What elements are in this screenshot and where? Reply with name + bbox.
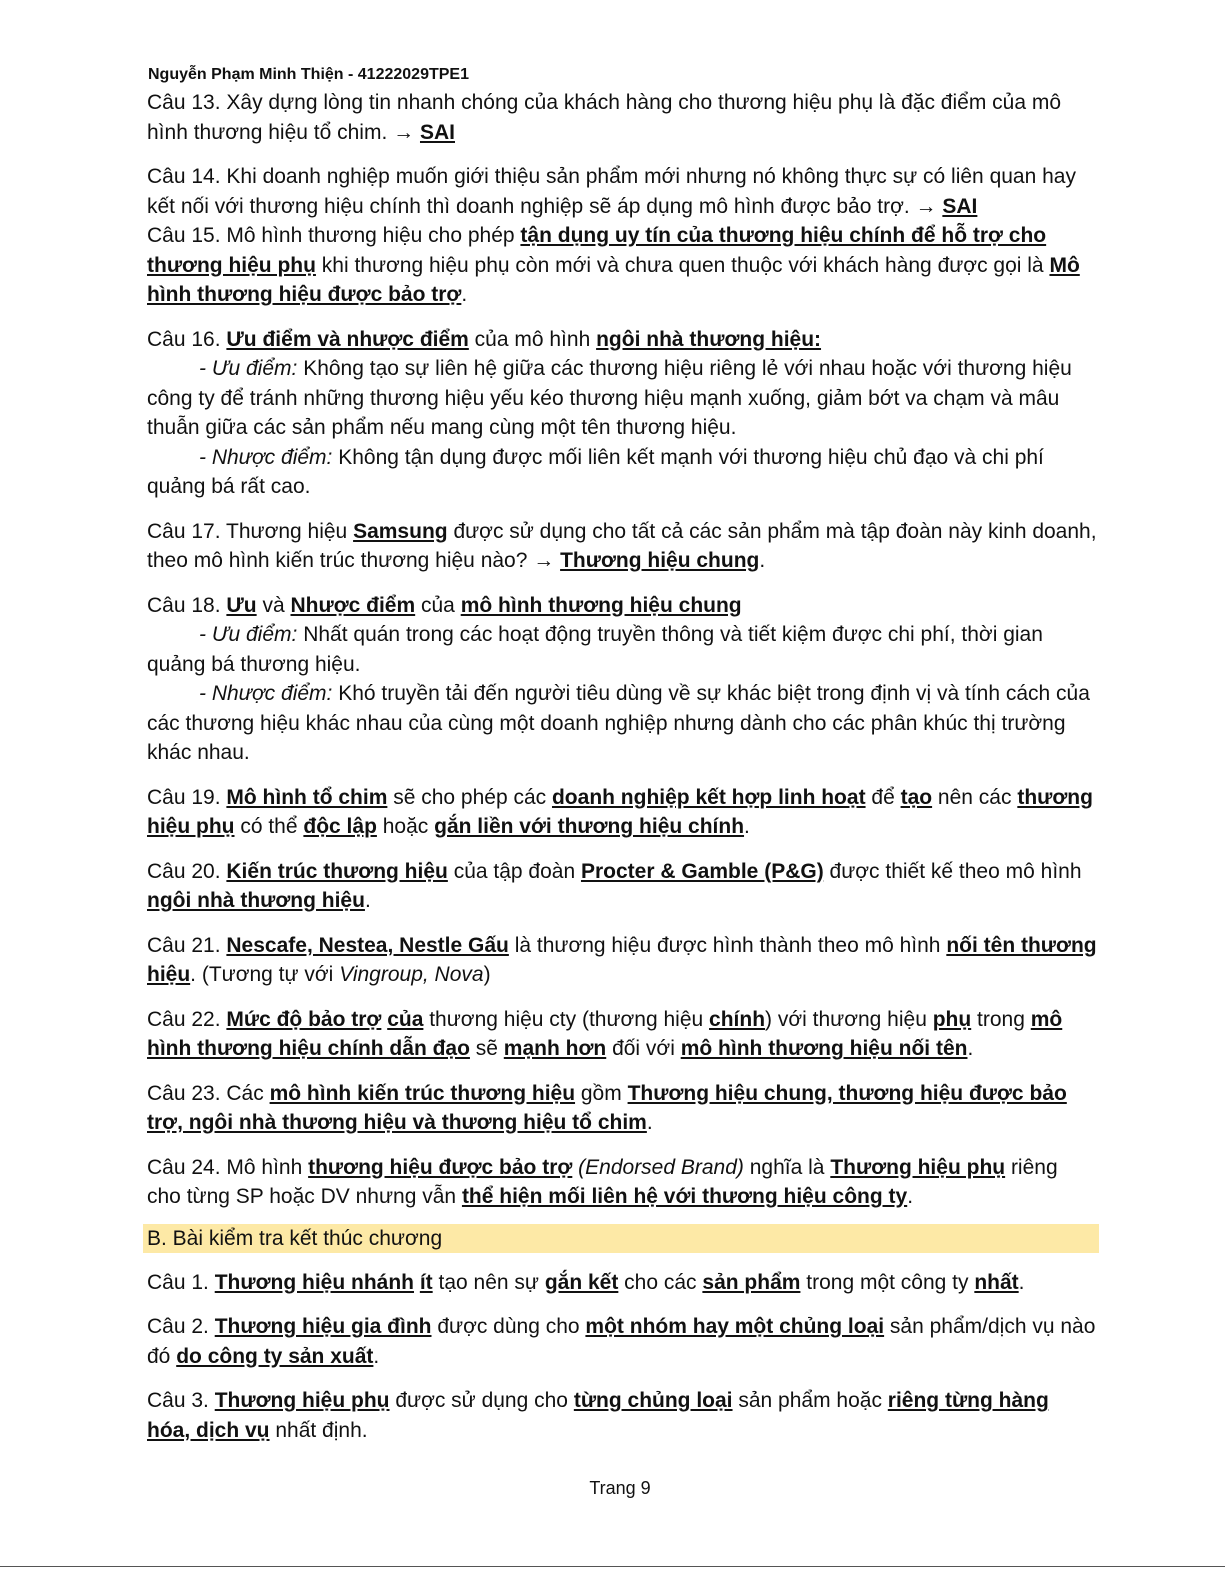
- question-15: Câu 15. Mô hình thương hiệu cho phép tận dụng uy tín của thương hiệu chính để hỗ trợ cho thương hiệu phụ khi thương hiệu phụ còn mới và chưa quen thuộc với khách hàng được gọi là Mô hình thương hiệu được bảo trợ.: [147, 224, 1080, 306]
- section-heading-b: B. Bài kiểm tra kết thúc chương: [143, 1224, 1099, 1253]
- question-20: Câu 20. Kiến trúc thương hiệu của tập đoàn Procter & Gamble (P&G) được thiết kế theo mô hình ngôi nhà thương hiệu.: [147, 859, 1082, 912]
- question-22: Câu 22. Mức độ bảo trợ của thương hiệu cty (thương hiệu chính) với thương hiệu phụ trong mô hình thương hiệu chính dẫn đạo sẽ mạnh hơn đối với mô hình thương hiệu nối tên.: [147, 1007, 1063, 1060]
- question-24: Câu 24. Mô hình thương hiệu được bảo trợ (Endorsed Brand) nghĩa là Thương hiệu phụ riêng cho từng SP hoặc DV nhưng vẫn thể hiện mối liên hệ với thương hiệu công ty.: [147, 1155, 1058, 1208]
- question-16: Câu 16. Ưu điểm và nhược điểm của mô hình ngôi nhà thương hiệu:: [147, 327, 822, 351]
- question-17: Câu 17. Thương hiệu Samsung được sử dụng cho tất cả các sản phẩm mà tập đoàn này kinh doanh, theo mô hình kiến trúc thương hiệu nào? → Thương hiệu chung.: [147, 519, 1097, 572]
- question-18-disadvantages: - Nhược điểm: Khó truyền tải đến người tiêu dùng về sự khác biệt trong định vị và tính cách của các thương hiệu khác nhau của cùng một doanh nghiệp nhưng dành cho các phân khúc thị trường khác nhau.: [147, 682, 1090, 764]
- section-b-question-1: Câu 1. Thương hiệu nhánh ít tạo nên sự gắn kết cho các sản phẩm trong một công ty nhất.: [147, 1270, 1025, 1294]
- question-19: Câu 19. Mô hình tổ chim sẽ cho phép các doanh nghiệp kết hợp linh hoạt để tạo nên các thương hiệu phụ có thể độc lập hoặc gắn liền với thương hiệu chính.: [147, 785, 1093, 838]
- question-18-advantages: - Ưu điểm: Nhất quán trong các hoạt động truyền thông và tiết kiệm được chi phí, thời gian quảng bá thương hiệu.: [147, 623, 1043, 676]
- question-23: Câu 23. Các mô hình kiến trúc thương hiệu gồm Thương hiệu chung, thương hiệu được bảo trợ, ngôi nhà thương hiệu và thương hiệu tổ chim.: [147, 1081, 1067, 1134]
- answer: SAI: [942, 194, 978, 218]
- question-16-advantages: - Ưu điểm: Không tạo sự liên hệ giữa các thương hiệu riêng lẻ với nhau hoặc với thương hiệu công ty để tránh những thương hiệu yếu kéo thương hiệu mạnh xuống, giảm bớt va chạm và mâu thuẫn giữa các sản phẩm nếu mang cùng một tên thương hiệu.: [147, 357, 1072, 439]
- section-b-question-3: Câu 3. Thương hiệu phụ được sử dụng cho từng chủng loại sản phẩm hoặc riêng từng hàng hóa, dịch vụ nhất định.: [147, 1389, 1049, 1442]
- question-21: Câu 21. Nescafe, Nestea, Nestle Gấu là thương hiệu được hình thành theo mô hình nối tên thương hiệu. (Tương tự với Vingroup, Nova): [147, 933, 1097, 986]
- question-16-disadvantages: - Nhược điểm: Không tận dụng được mối liên kết mạnh với thương hiệu chủ đạo và chi phí quảng bá rất cao.: [147, 445, 1044, 498]
- page-number: Trang 9: [589, 1478, 651, 1498]
- section-b-question-2: Câu 2. Thương hiệu gia đình được dùng cho một nhóm hay một chủng loại sản phẩm/dịch vụ nào đó do công ty sản xuất.: [147, 1315, 1096, 1368]
- question-13: Câu 13. Xây dựng lòng tin nhanh chóng của khách hàng cho thương hiệu phụ là đặc điểm của mô hình thương hiệu tổ chim. → SAI: [147, 91, 1062, 144]
- question-18: Câu 18. Ưu và Nhược điểm của mô hình thương hiệu chung: [147, 593, 742, 617]
- page-bottom-border: [0, 1566, 1225, 1567]
- document-body: [147, 88, 1097, 1445]
- answer: SAI: [419, 120, 455, 144]
- question-14: Câu 14. Khi doanh nghiệp muốn giới thiệu sản phẩm mới nhưng nó không thực sự có liên quan hay kết nối với thương hiệu chính thì doanh nghiệp sẽ áp dụng mô hình được bảo trợ. → SAI: [147, 165, 1076, 218]
- author-header: Nguyễn Phạm Minh Thiện - 41222029TPE1: [148, 66, 469, 83]
